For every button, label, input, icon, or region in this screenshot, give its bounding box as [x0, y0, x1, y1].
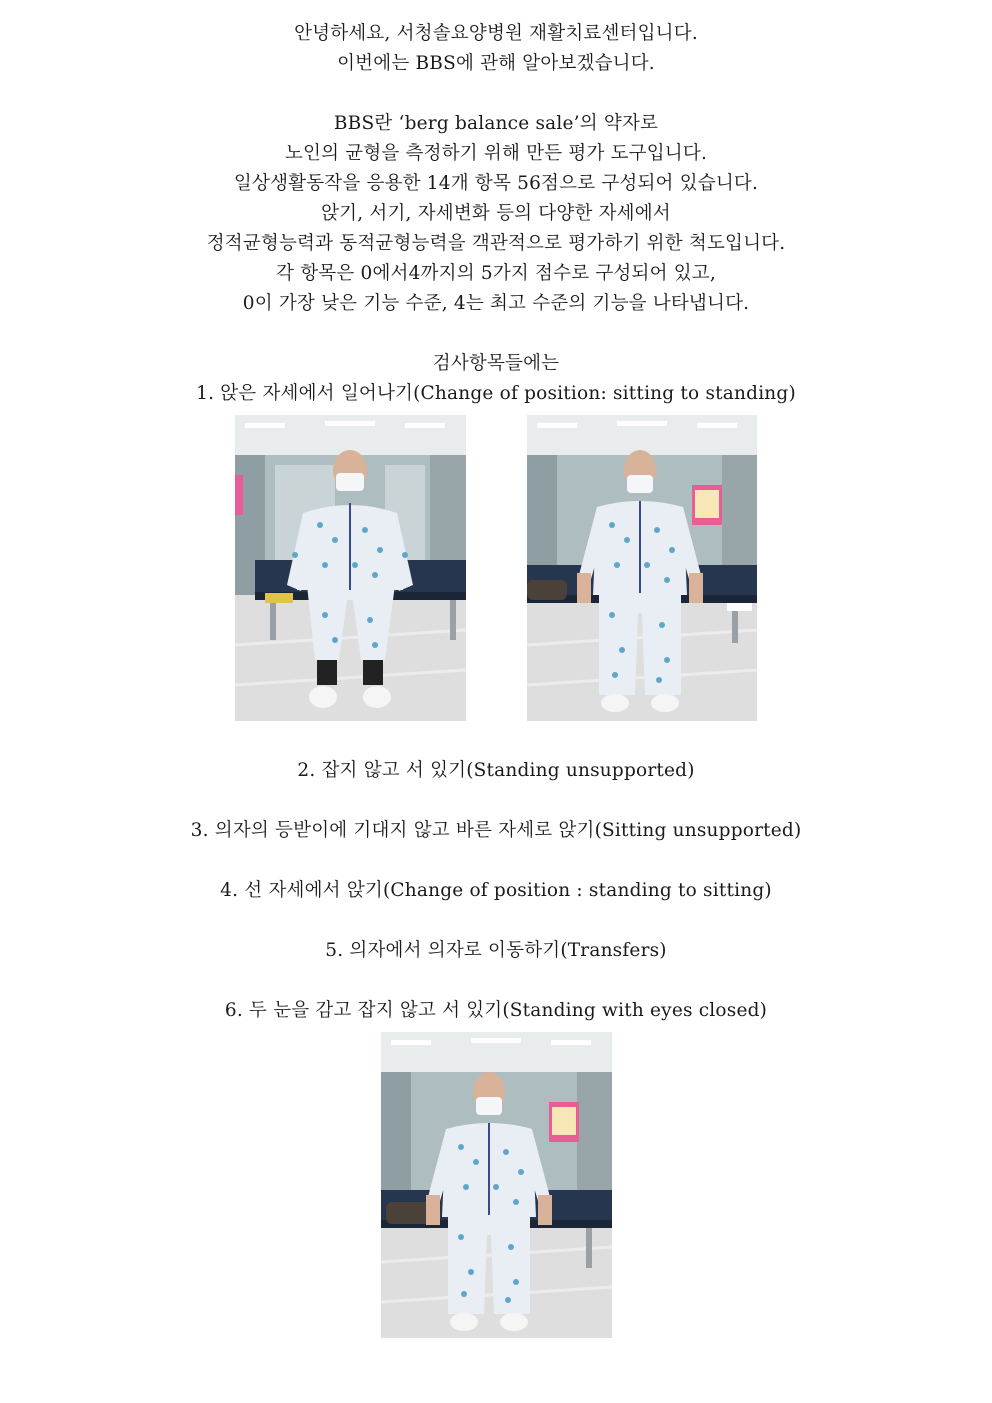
description-line-2: 노인의 균형을 측정하기 위해 만든 평가 도구입니다. — [284, 143, 708, 164]
photo-standing — [527, 415, 757, 721]
description-line-5: 정적균형능력과 동적균형능력을 객관적으로 평가하기 위한 척도입니다. — [206, 233, 786, 254]
description-line-7: 0이 가장 낮은 기능 수준, 4는 최고 수준의 기능을 나타냅니다. — [242, 293, 750, 314]
item-4-label: 4. 선 자세에서 앉기(Change of position : standing to sitting) — [220, 880, 772, 901]
item-5-label: 5. 의자에서 의자로 이동하기(Transfers) — [325, 940, 667, 961]
intro-line-1: 안녕하세요, 서청솔요양병원 재활치료센터입니다. — [294, 23, 698, 44]
intro-line-2: 이번에는 BBS에 관해 알아보겠습니다. — [337, 53, 655, 74]
item-6-label: 6. 두 눈을 감고 잡지 않고 서 있기(Standing with eyes closed) — [224, 1000, 768, 1021]
description-line-4: 앉기, 서기, 자세변화 등의 다양한 자세에서 — [321, 203, 671, 224]
items-heading: 검사항목들에는 — [432, 353, 560, 374]
item-3-label: 3. 의자의 등받이에 기대지 않고 바른 자세로 앉기(Sitting unsupported) — [190, 820, 802, 841]
item-1-label: 1. 앉은 자세에서 일어나기(Change of position: sitting to standing) — [196, 383, 796, 404]
description-line-1: BBS란 ‘berg balance sale’의 약자로 — [333, 113, 659, 134]
description-line-3: 일상생활동작을 응용한 14개 항목 56점으로 구성되어 있습니다. — [233, 173, 759, 194]
photo-sitting — [235, 415, 466, 721]
photo-standing-eyes-closed — [381, 1032, 612, 1338]
item-2-label: 2. 잡지 않고 서 있기(Standing unsupported) — [297, 760, 695, 781]
description-line-6: 각 항목은 0에서4까지의 5가지 점수로 구성되어 있고, — [276, 263, 716, 284]
